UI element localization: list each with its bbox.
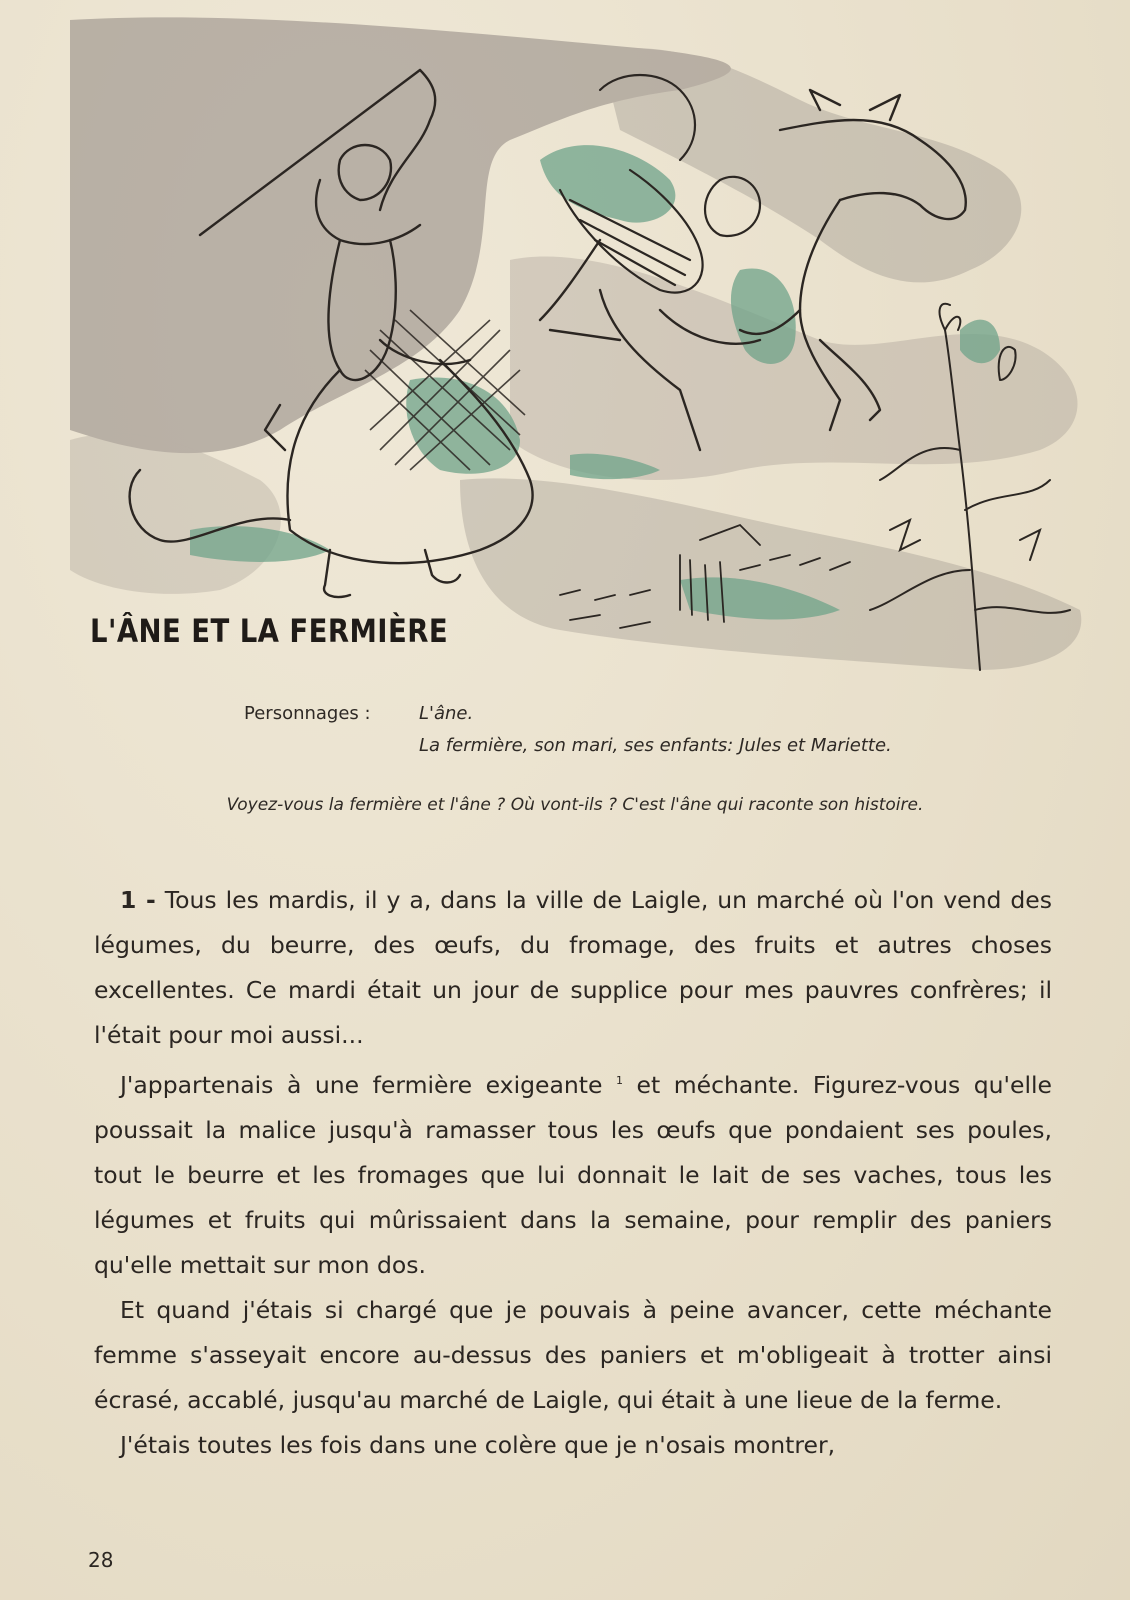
paragraph-text-before-note: J'appartenais à une fermière exigeante: [120, 1071, 603, 1099]
illustration-farmer-and-donkey: [40, 10, 1100, 690]
character-family: La fermière, son mari, ses enfants: Jules et Mariette.: [419, 735, 892, 756]
page-number: 28: [88, 1548, 114, 1572]
characters-row-1: [244, 698, 892, 730]
paragraph-text: Et quand j'étais si chargé que je pouvais à peine avancer, cette méchante femme s'asseyait encore au-dessus des paniers et m'obligeait à trotter ainsi écrasé, accablé, jusqu'au marché de Laigle, qui était à une lieue de la ferme.: [94, 1296, 1052, 1414]
intro-question: Voyez-vous la fermière et l'âne ? Où vont-ils ? C'est l'âne qui raconte son histoire.: [226, 795, 924, 815]
paragraph-1: [94, 878, 1052, 1058]
characters-label: Personnages :: [244, 703, 371, 724]
character-donkey: L'âne.: [419, 703, 474, 724]
paragraph-4: [94, 1423, 1052, 1468]
page-title: L'ÂNE ET LA FERMIÈRE: [90, 612, 449, 650]
paragraph-text: J'étais toutes les fois dans une colère que je n'osais montrer,: [120, 1431, 836, 1459]
paragraph-number: 1 -: [120, 886, 156, 914]
paragraph-text-after-note: et méchante. Figurez-vous qu'elle poussait la malice jusqu'à ramasser tous les œufs que pondaient ses poules, tout le beurre et les fromages que lui donnait le lait de ses vaches, tous les légumes et fruits qui mûrissaient dans la semaine, pour remplir des paniers qu'elle mettait sur mon dos.: [94, 1071, 1052, 1279]
paragraph-text: Tous les mardis, il y a, dans la ville de Laigle, un marché où l'on vend des légumes, du beurre, des œufs, du fromage, des fruits et autres choses excellentes. Ce mardi était un jour de supplice pour mes pauvres confrères; il l'était pour moi aussi...: [94, 886, 1052, 1049]
characters-list: [244, 698, 892, 762]
paragraph-2: [94, 1058, 1052, 1288]
paragraph-3: [94, 1288, 1052, 1423]
background-wash: [70, 17, 1081, 670]
story-body: [94, 878, 1052, 1468]
footnote-marker: 1: [616, 1074, 623, 1087]
